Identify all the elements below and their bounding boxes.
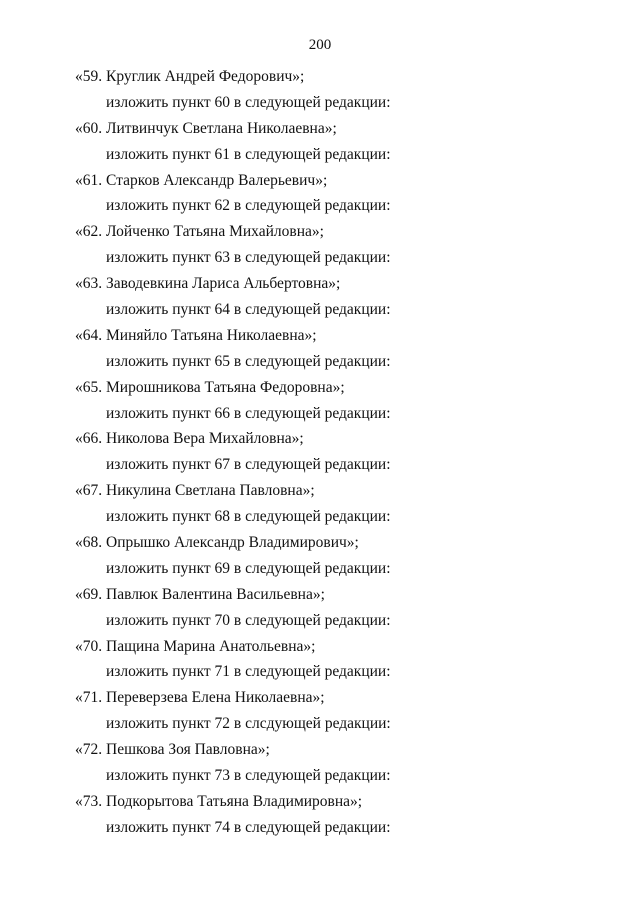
- instruction-line: изложить пункт 60 в следующей редакции:: [106, 93, 391, 111]
- list-entry: «63. Заводевкина Лариса Альбертовна»;: [75, 275, 341, 293]
- list-entry: «66. Николова Вера Михайловна»;: [75, 430, 304, 448]
- instruction-line: изложить пункт 62 в следующей редакции:: [106, 197, 391, 215]
- list-entry: «62. Лойченко Татьяна Михайловна»;: [75, 223, 324, 241]
- instruction-line: изложить пункт 74 в следующей редакции:: [106, 818, 391, 836]
- list-entry: «73. Подкорытова Татьяна Владимировна»;: [75, 792, 363, 810]
- instruction-line: изложить пункт 71 в следующей редакции:: [106, 663, 391, 681]
- list-entry: «64. Миняйло Татьяна Николаевна»;: [75, 326, 317, 344]
- instruction-line: изложить пункт 66 в следующей редакции:: [106, 404, 391, 422]
- page-number: 200: [308, 37, 332, 53]
- instruction-line: изложить пункт 67 в следующей редакции:: [106, 456, 391, 474]
- instruction-line: изложить пункт 65 в следующей редакции:: [106, 352, 391, 370]
- document-lines: [0, 67, 640, 844]
- list-entry: «67. Никулина Светлана Павловна»;: [75, 482, 315, 500]
- instruction-line: изложить пункт 63 в следующей редакции:: [106, 249, 391, 267]
- instruction-line: изложить пункт 69 в следующей редакции:: [106, 559, 391, 577]
- list-entry: «71. Переверзева Елена Николаевна»;: [75, 689, 325, 707]
- instruction-line: изложить пункт 70 в следующей редакции:: [106, 611, 391, 629]
- list-entry: «72. Пешкова Зоя Павловна»;: [75, 741, 270, 759]
- instruction-line: изложить пункт 72 в слсдующей редакции:: [106, 715, 391, 733]
- list-entry: «60. Литвинчук Светлана Николаевна»;: [75, 119, 337, 137]
- list-entry: «65. Мирошникова Татьяна Федоровна»;: [75, 378, 345, 396]
- list-entry: «70. Пащина Марина Анатольевна»;: [75, 637, 316, 655]
- instruction-line: изложить пункт 61 в следующей редакции:: [106, 145, 391, 163]
- instruction-line: изложить пункт 68 в следующей редакции:: [106, 508, 391, 526]
- instruction-line: изложить пункт 73 в следующей редакции:: [106, 767, 391, 785]
- list-entry: «68. Опрышко Александр Владимирович»;: [75, 534, 359, 552]
- instruction-line: изложить пункт 64 в следующей редакции:: [106, 301, 391, 319]
- list-entry: «61. Старков Александр Валерьевич»;: [75, 171, 328, 189]
- list-entry: «69. Павлюк Валентина Васильевна»;: [75, 585, 325, 603]
- list-entry: «59. Круглик Андрей Федорович»;: [75, 68, 305, 85]
